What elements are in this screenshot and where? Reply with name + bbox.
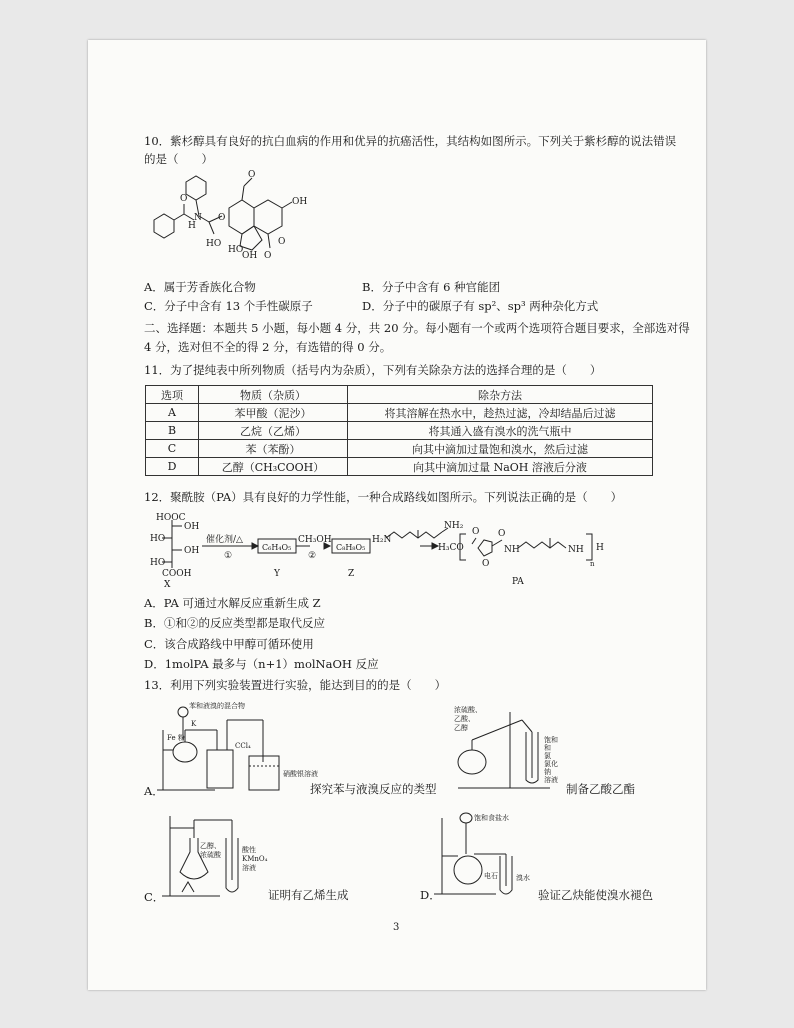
apparatus-label: 乙醇	[454, 724, 468, 732]
q10-option-d: D．分子中的碳原子有 sp²、sp³ 两种杂化方式	[362, 299, 599, 313]
scheme-text: O	[472, 527, 480, 537]
apparatus-label: CCl₄	[235, 742, 251, 750]
apparatus-label: Fe 粉	[167, 734, 185, 742]
scheme-text: HO	[150, 558, 166, 568]
q13-stem: 13．利用下列实验装置进行实验，能达到目的的是（ ）	[144, 678, 447, 692]
table-cell: 向其中滴加过量饱和溴水，然后过滤	[348, 440, 653, 458]
scheme-text: n	[590, 560, 595, 568]
q10-option-c: C．分子中含有 13 个手性碳原子	[144, 299, 313, 313]
table-cell: B	[146, 422, 199, 440]
scheme-text: O	[498, 529, 506, 539]
apparatus-label: 乙醇、	[200, 842, 221, 850]
scheme-text: H₂N	[372, 535, 392, 545]
table-row	[146, 440, 653, 458]
scheme-text: OH	[184, 522, 200, 532]
scheme-text: NH₂	[444, 521, 464, 531]
struct-label: N	[194, 213, 202, 223]
scheme-text: H₃CO	[438, 543, 464, 553]
scheme-text: X	[164, 580, 171, 590]
apparatus-d	[434, 808, 584, 900]
page-number: 3	[393, 922, 400, 933]
struct-label: O	[264, 251, 272, 261]
paclitaxel-structure	[144, 168, 314, 268]
scheme-text: 催化剂/△	[206, 535, 243, 545]
scheme-text: NH	[568, 545, 584, 555]
apparatus-label: 电石	[484, 872, 498, 880]
q12-option-b: B．①和②的反应类型都是取代反应	[144, 616, 325, 630]
table-header-cell: 除杂方法	[348, 386, 653, 404]
scheme-text: NH	[504, 545, 520, 555]
q13-a-letter: A．	[144, 784, 164, 798]
q10-option-a: A．属于芳香族化合物	[144, 280, 256, 294]
apparatus-label: 钠	[544, 768, 551, 776]
q10-option-b: B．分子中含有 6 种官能团	[362, 280, 501, 294]
table-cell: 苯（苯酚）	[199, 440, 348, 458]
section2-header-line1: 二、选择题：本题共 5 小题，每小题 4 分，共 20 分。每小题有一个或两个选项符合题目要求，全部选对得	[144, 321, 690, 335]
apparatus-label: 溶液	[544, 776, 558, 784]
apparatus-label: KMnO₄	[242, 855, 268, 863]
scheme-text: Y	[274, 569, 280, 579]
apparatus-label: 溴水	[516, 874, 530, 882]
table-row	[146, 458, 653, 476]
apparatus-label: 氯	[544, 752, 551, 760]
table-header-row	[146, 386, 653, 404]
q13-d-letter: D．	[420, 888, 441, 902]
struct-label: HO	[206, 239, 222, 249]
scheme-text: ①	[224, 551, 233, 561]
table-header-cell: 物质（杂质）	[199, 386, 348, 404]
q13-b-caption: 制备乙酸乙酯	[566, 782, 635, 796]
struct-label: OH	[242, 251, 258, 261]
table-cell: 向其中滴加过量 NaOH 溶液后分液	[348, 458, 653, 476]
section2-header-line2: 4 分，选对但不全的得 2 分，有选错的得 0 分。	[144, 340, 392, 354]
q11-table	[145, 385, 653, 476]
apparatus-label: 溶液	[242, 864, 256, 872]
table-cell: 苯甲酸（泥沙）	[199, 404, 348, 422]
scheme-text: C₆H₄O₅	[262, 543, 292, 552]
table-cell: C	[146, 440, 199, 458]
apparatus-label: 酸性	[242, 846, 256, 854]
table-row	[146, 422, 653, 440]
q10-stem-line1: 10．紫杉醇具有良好的抗白血病的作用和优异的抗癌活性，其结构如图所示。下列关于紫杉醇的说法错误	[144, 134, 677, 148]
apparatus-label: 饱和食盐水	[474, 814, 509, 822]
apparatus-label: 硝酸银溶液	[283, 770, 318, 778]
apparatus-label: 浓硫酸	[200, 851, 221, 859]
q12-option-d: D．1molPA 最多与（n+1）molNaOH 反应	[144, 657, 379, 671]
struct-label: HO	[228, 245, 244, 255]
struct-label: H	[188, 221, 196, 231]
table-cell: 乙醇（CH₃COOH）	[199, 458, 348, 476]
scheme-text: ②	[308, 551, 317, 561]
q11-stem: 11．为了提纯表中所列物质（括号内为杂质），下列有关除杂方法的选择合理的是（ ）	[144, 363, 602, 377]
struct-label: OH	[292, 197, 308, 207]
apparatus-c	[160, 808, 280, 904]
table-cell: 将其通入盛有溴水的洗气瓶中	[348, 422, 653, 440]
apparatus-label: 乙酸、	[454, 715, 475, 723]
table-cell: 乙烷（乙烯）	[199, 422, 348, 440]
q13-c-letter: C．	[144, 890, 165, 904]
table-cell: 将其溶解在热水中，趁热过滤，冷却结晶后过滤	[348, 404, 653, 422]
table-cell: A	[146, 404, 199, 422]
scheme-text: C₈H₈O₅	[336, 543, 366, 552]
apparatus-b	[450, 702, 600, 792]
q10-stem-line2: 的是（ ）	[144, 152, 213, 166]
scheme-text: PA	[512, 577, 524, 587]
apparatus-label: 饱和	[544, 736, 558, 744]
scheme-text: O	[482, 559, 490, 569]
scheme-text: COOH	[162, 569, 192, 579]
scheme-text: HO	[150, 534, 166, 544]
q12-option-c: C．该合成路线中甲醇可循环使用	[144, 637, 314, 651]
table-row	[146, 404, 653, 422]
scheme-text: HOOC	[156, 513, 186, 523]
q12-option-a: A．PA 可通过水解反应重新生成 Z	[144, 596, 321, 610]
q13-a-caption: 探究苯与液溴反应的类型	[310, 782, 437, 796]
struct-label: O	[248, 170, 256, 180]
scheme-text: H	[596, 543, 604, 553]
apparatus-label: 氯化	[544, 760, 558, 768]
scheme-text: Z	[348, 569, 355, 579]
q12-synthesis-scheme	[150, 508, 620, 590]
table-cell: D	[146, 458, 199, 476]
apparatus-label: 和	[544, 744, 551, 752]
q13-d-caption: 验证乙炔能使溴水褪色	[538, 888, 653, 902]
struct-label: O	[218, 213, 226, 223]
scheme-text: CH₃OH	[298, 535, 332, 545]
struct-label: O	[278, 237, 286, 247]
q13-c-caption: 证明有乙烯生成	[268, 888, 349, 902]
apparatus-label: 苯和液溴的混合物	[189, 702, 245, 710]
apparatus-label: 浓硫酸、	[454, 706, 482, 714]
scheme-text: OH	[184, 546, 200, 556]
apparatus-a	[155, 700, 325, 798]
apparatus-label: K	[191, 720, 197, 728]
struct-label: O	[180, 194, 188, 204]
q12-stem: 12．聚酰胺（PA）具有良好的力学性能，一种合成路线如图所示。下列说法正确的是（ ）	[144, 490, 623, 504]
table-header-cell: 选项	[146, 386, 199, 404]
